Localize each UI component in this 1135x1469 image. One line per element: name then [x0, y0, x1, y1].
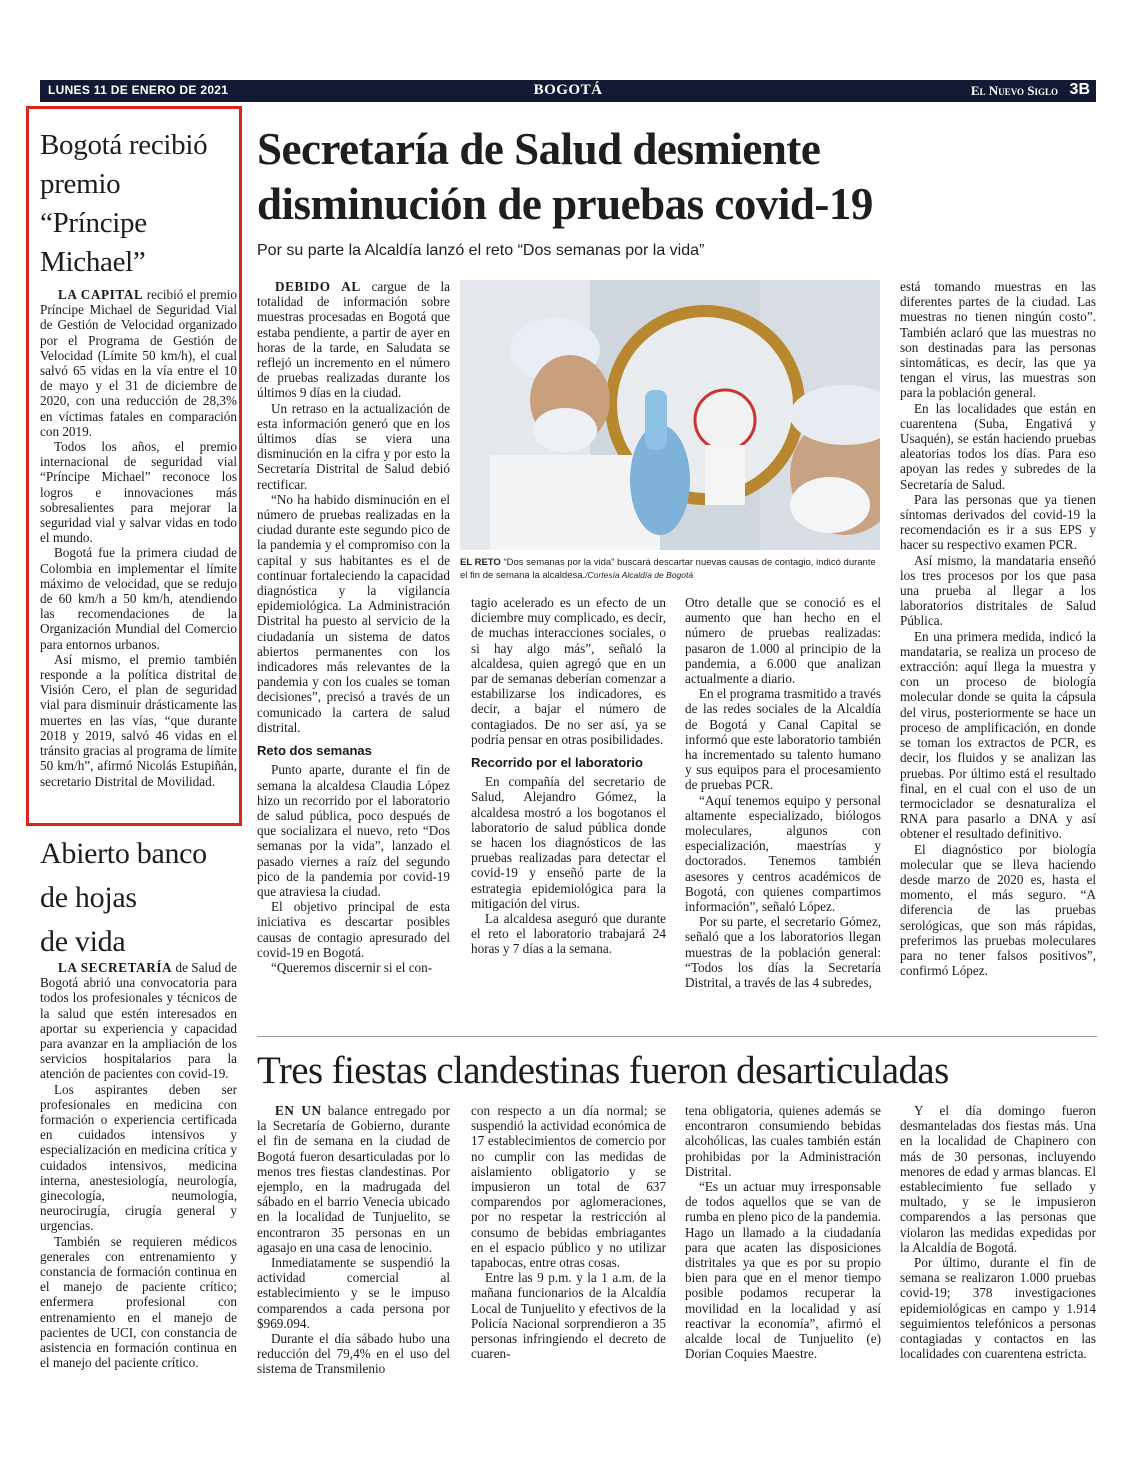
newspaper-name: El Nuevo Siglo [970, 83, 1058, 98]
paragraph-text: cargue de la totalidad de información sobre muestras procesadas en Bogotá que estaba pendiente, a partir de ayer en horas de la tarde, en Saludata se reflejó un incremento en el número de pruebas realizadas durante los últimos 9 días en la ciudad. [257, 279, 450, 401]
paragraph: En el programa trasmitido a través de las redes sociales de la Alcaldía de Bogotá y Canal Capital se informó que este laboratorio también ha incrementado su talento humano y sus equipos para el procesamiento de pruebas PCR. [685, 686, 881, 793]
headline-line: Bogotá recibió [40, 129, 208, 161]
main-subheadline: Por su parte la Alcaldía lanzó el reto “Dos semanas por la vida” [257, 242, 705, 259]
page-header-bar [40, 80, 1096, 102]
paragraph: También se requieren médicos generales con entrenamiento y constancia de formación continua en el manejo de paciente crítico; enfermera profesional con entrenamiento en el manejo de pacientes de UCI, con constancia de asistencia en formación continua en el manejo del paciente crítico. [40, 1233, 237, 1371]
bottom-story-column-1 [257, 1103, 450, 1377]
main-story-column-1 [257, 279, 450, 975]
paragraph-text: balance entregado por la Secretaría de Gobierno, durante el fin de semana en la ciudad de Bogotá fueron desarticuladas por lo menos tres fiestas clandestinas. Por ejemplo, en la madrugada del sábado en el barrio Venecia ubicado en la localidad de Tunjuelito, se encontraron 35 personas en un agasajo en una casa de lenocinio. [257, 1103, 450, 1255]
paragraph: “No ha habido disminución en el número de pruebas realizadas en la ciudad durante este segundo pico de la pandemia y el compromiso con la capital y sus habitantes es el de continuar fortaleciendo la capacidad diagnóstica y la vigilancia epidemiológica. La Administración Distrital ha puesto al servicio de la ciudadanía un sistema de datos abiertos permanentes con los indicadores más relevantes de la pandemia y con los cuales se toman decisiones”, precisó a través de un comunicado la cartera de salud distrital. [257, 491, 450, 735]
paragraph: Por su parte, el secretario Gómez, señaló que a los laboratorios llegan muestras de la población general: “Todos los días la Secretaría Distrital, a través de las 4 subredes, [685, 914, 881, 991]
paragraph: “Es un actuar muy irresponsable de todos aquellos que se van de rumba en pleno pico de la pandemia. Hago un llamado a la ciudadanía para que acaten las disposiciones distritales ya que es por su propio bien para que en el menor tiempo posible podamos recuperar la movilidad en la localidad y así reactivar la economía”, afirmó el alcalde local de Tunjuelito (e) Dorian Coquies Maestre. [685, 1179, 881, 1362]
main-story-column-3 [685, 595, 881, 990]
headline-line: Abierto banco [40, 837, 207, 870]
lead-word: LA CAPITAL [58, 287, 144, 302]
subheading: Recorrido por el laboratorio [471, 755, 643, 771]
paragraph: está tomando muestras en las diferentes partes de la ciudad. Las muestras no tienen ningún costo”. También aclaró que las muestras no son destinadas para las personas sintomáticas, es decir, las que ya tengan el virus, las muestras son para la población general. [900, 279, 1096, 401]
headline-line: de vida [40, 925, 126, 958]
paragraph: Otro detalle que se conoció es el aumento que han hecho en el número de pruebas realizadas: pasaron de 1.000 al principio de la pandemia, a 6.000 que analizan actualmente a diario. [685, 595, 881, 687]
paragraph: En una primera medida, indicó la mandataria, se realiza un proceso de extracción: aquí llega la muestra y con un proceso de biología molecular donde se quita la cápsula del virus, posteriormente se hace un proceso de amplificación, en donde se toman los extractos de PCR, es decir, los fluidos y se analizan las pruebas. Por último está el resultado final, en el cual con el uso de un termociclador se desnaturaliza el RNA para pasarlo a DNA y así obtener el resultado definitivo. [900, 628, 1096, 842]
paragraph: En compañía del secretario de Salud, Alejandro Gómez, la alcaldesa mostró a los bogotanos el laboratorio de salud pública donde se hacen los diagnósticos de las pruebas realizadas para detectar el covid-19 y enseñó parte de la estrategia epidemiológica para la mitigación del virus. [471, 774, 666, 911]
main-story-column-4 [900, 279, 1096, 978]
bottom-story-column-3 [685, 1103, 881, 1361]
paragraph: El diagnóstico por biología molecular que se lleva haciendo desde marzo de 2020 es, hasta el momento, el más seguro. “A diferencia de las pruebas serológicas, que son más rápidas, preferimos las pruebas moleculares para no tener falsos positivos”, confirmó López. [900, 841, 1096, 979]
sidebar-story2-headline [40, 832, 240, 964]
paragraph: El objetivo principal de esta iniciativa es descartar posibles causas de contagio apresurado del covid-19 en Bogotá. [257, 899, 450, 960]
paragraph: tena obligatoria, quienes además se encontraron consumiendo bebidas alcohólicas, las cuales también están prohibidas por la Administración Distrital. [685, 1103, 881, 1179]
paragraph: Entre las 9 p.m. y la 1 a.m. de la mañana funcionarios de la Alcaldía Local de Tunjuelito y efectivos de la Policía Nacional sorprendieron a 35 personas infringiendo el decreto de cuaren- [471, 1270, 666, 1362]
section-name: BOGOTÁ [533, 82, 603, 98]
bottom-headline: Tres fiestas clandestinas fueron desarticuladas [257, 1049, 949, 1092]
lead-word: LA SECRETARÍA [58, 960, 173, 975]
paragraph: Así mismo, el premio también responde a la política distrital de Visión Cero, el plan de seguridad vial para disminuir drásticamente las muertes en las vías, “que durante 2018 y 2019, salvó 46 vidas en el tránsito gracias al programa de límite 50 km/h”, afirmó Nicolás Estupiñán, secretario Distrital de Movilidad. [40, 651, 237, 789]
paragraph: Durante el día sábado hubo una reducción del 79,4% en el uso del sistema de Transmilenio [257, 1331, 450, 1377]
paragraph: “Aquí tenemos equipo y personal altamente especializado, biólogos moleculares, algunos con especialización, maestrías y doctorados. Tenemos también asesores y centros académicos de Bogotá, con quienes compartimos información”, señaló López. [685, 792, 881, 915]
paragraph: Para las personas que ya tienen síntomas derivados del covid-19 la recomendación es ir a sus EPS y hacer su respectivo examen PCR. [900, 491, 1096, 553]
paragraph: “Queremos discernir si el con- [271, 959, 433, 975]
paragraph-text: recibió el premio Príncipe Michael de Seguridad Vial de Gestión de Velocidad organizado por el Programa de Gestión de Velocidad (Límite 50 km/h), el cual salvó 65 vidas en la vía entre el 10 de mayo y el 31 de diciembre de 2020, con una reducción de 28,3% en víctimas fatales en comparación con 2019. [40, 287, 238, 439]
paragraph [40, 960, 237, 1082]
bottom-story-column-4 [900, 1103, 1096, 1361]
main-headline [257, 122, 1097, 232]
subheading: Reto dos semanas [257, 743, 372, 759]
paragraph: Así mismo, la mandataria enseñó los tres procesos por los que pasa una prueba al llegar a los laboratorios distritales de Salud Pública. [900, 552, 1096, 629]
headline-line: de hojas [40, 881, 137, 914]
paragraph-text: de Salud de Bogotá abrió una convocatoria para todos los profesionales y técnicos de la salud que estén interesados en aportar su experiencia y capacidad para avanzar en la ampliación de los servicios hospitalarios para la atención de pacientes con covid-19. [40, 960, 238, 1082]
headline-line: “Príncipe [40, 207, 147, 239]
caption-label: EL RETO [460, 557, 501, 568]
paragraph: Los aspirantes deben ser profesionales en medicina con formación o experiencia certificada en cuidados intensivos y especialización en medicina crítica y cuidados intensivos, medicina interna, anestesiología, neurología, ginecología, neumología, neurocirugía, cirugía general y urgencias. [40, 1081, 237, 1234]
paragraph: En las localidades que están en cuarentena (Suba, Engativá y Usaquén), se están haciendo pruebas aleatorias todos los días. Para eso apoyan las redes y subredes de la Secretaría de Salud. [900, 400, 1096, 492]
paragraph: Un retraso en la actualización de esta información generó que en los últimos días se viera una disminución en la cifra y por esto la Secretaría Distrital de Salud debió rectificar. [257, 400, 450, 492]
paragraph: Todos los años, el premio internacional de seguridad vial “Príncipe Michael” reconoce los logros e innovaciones más sobresalientes para mejorar la seguridad vial y salvar vidas en todo el mundo. [40, 439, 237, 546]
lab-photo [460, 280, 880, 550]
lab-photo-illustration [460, 280, 880, 550]
sidebar-story2-body [40, 960, 237, 1370]
paragraph [40, 287, 237, 439]
sidebar-story1-body [40, 287, 237, 789]
issue-date: LUNES 11 DE ENERO DE 2021 [48, 83, 229, 97]
paragraph: Bogotá fue la primera ciudad de Colombia en implementar el límite máximo de velocidad, que se redujo de 60 km/h a 50 km/h, atendiendo las recomendaciones de la Organización Mundial del Comercio para entornos urbanos. [40, 545, 237, 652]
paragraph [257, 279, 450, 401]
paragraph: Por último, durante el fin de semana se realizaron 1.000 pruebas covid-19; 378 investigaciones epidemiológicas en campo y 1.914 seguimientos telefónicos a personas contagiadas y contactos en las localidades con cuarentena estricta. [900, 1255, 1096, 1362]
page-number: 3B [1069, 81, 1090, 98]
headline-line: premio [40, 168, 121, 200]
main-story-column-2 [471, 595, 666, 957]
bottom-story-column-2 [471, 1103, 666, 1361]
lead-word: EN UN [275, 1103, 322, 1118]
paragraph: tagio acelerado es un efecto de un diciembre muy complicado, es decir, de muchas interacciones sociales, o si hay algo más”, señaló la alcaldesa, quien agregó que en un par de semanas deberían comenzar a estabilizarse los indicadores, es decir, a bajar el número de contagiados. De no ser así, ya se podría pensar en otras posibilidades. [471, 595, 666, 747]
caption-text: “Dos semanas por la vida” buscará descartar nuevas causas de contagio, indicó durante el fin de semana la alcaldesa. [460, 557, 876, 581]
paragraph: Inmediatamente se suspendió la actividad comercial al establecimiento y se le impuso comparendos a cada persona por $969.094. [257, 1255, 450, 1331]
sidebar-story1-headline [40, 126, 240, 282]
paragraph: Y el día domingo fueron desmanteladas dos fiestas más. Una en la localidad de Chapinero con más de 30 personas, incluyendo menores de edad y armas blancas. El establecimiento fue sellado y multado, y se le impusieron comparendos a las personas que violaron las medidas expedidas por la Alcaldía de Bogotá. [900, 1103, 1096, 1255]
headline-line: Michael” [40, 246, 146, 278]
section-divider [257, 1036, 1097, 1037]
paragraph: con respecto a un día normal; se suspendió la actividad económica de 17 establecimientos de comercio por no cumplir con las medidas de aislamiento obligatorio y se impusieron un total de 637 comparendos por aglomeraciones, por no respetar la restricción al consumo de bebidas embriagantes en el espacio público y no utilizar tapabocas, entre otras cosas. [471, 1103, 666, 1271]
lead-word: DEBIDO AL [275, 279, 361, 294]
paragraph: La alcaldesa aseguró que durante el reto el laboratorio trabajará 24 horas y 7 días a la semana. [471, 911, 666, 957]
paragraph [257, 1103, 450, 1255]
photo-caption [460, 556, 880, 582]
headline-line: Secretaría de Salud desmiente [257, 124, 821, 174]
paragraph: Punto aparte, durante el fin de semana la alcaldesa Claudia López hizo un recorrido por el laboratorio de salud pública, poco después de que socializara el nuevo, reto “Dos semanas por la vida”, lanzado el pasado viernes a raíz del segundo pico de la pandemia por covid-19 que atraviesa la ciudad. [257, 762, 450, 899]
headline-line: disminución de pruebas covid-19 [257, 179, 873, 229]
photo-credit: /Cortesía Alcaldía de Bogotá [585, 570, 694, 580]
